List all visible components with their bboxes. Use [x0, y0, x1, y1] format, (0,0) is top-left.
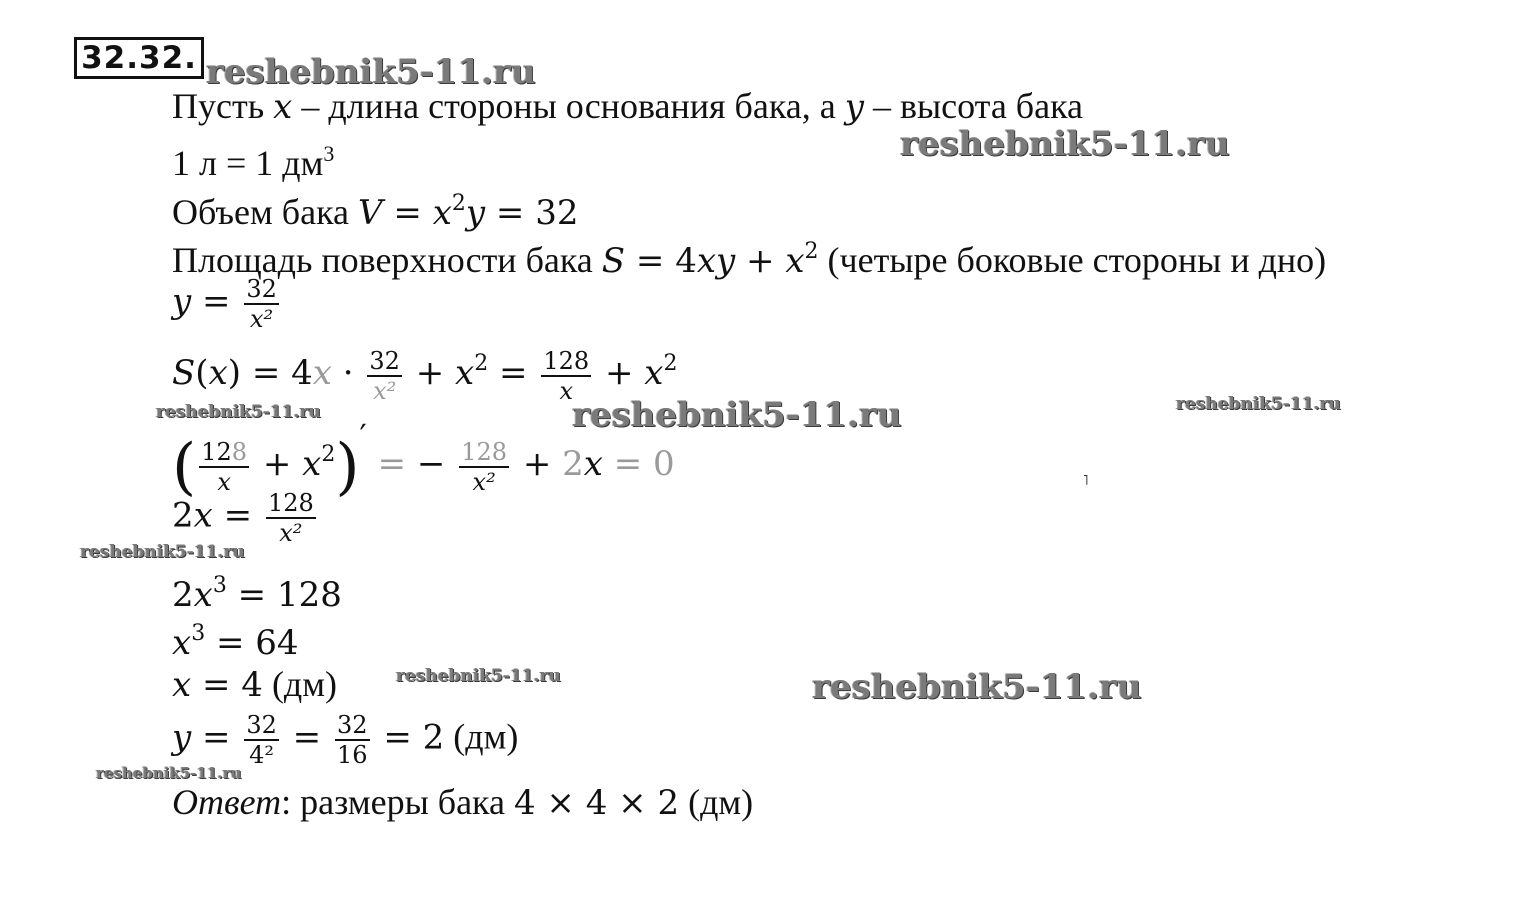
- problem-number: 32.32.: [74, 37, 204, 79]
- solution-line-8: 2x = $\frac{128}{\text{x²}}$: [172, 489, 314, 547]
- solution-line-11: x = 4 (дм): [172, 664, 338, 705]
- watermark: reshebnik5-11.ru: [80, 542, 245, 562]
- unit-label: (дм): [444, 716, 519, 757]
- text-fragment: Площадь поверхности бака: [172, 240, 602, 280]
- solution-line-12: y = $\frac{32}{\text{4²}}$ = $\frac{32}{16}$ = 2 (дм): [172, 711, 519, 769]
- text-fragment: Пусть: [172, 86, 274, 126]
- answer-value: 4 × 4 × 2: [513, 783, 680, 823]
- answer-label: Ответ: [172, 782, 282, 822]
- unit-label: (дм): [262, 664, 338, 704]
- text-fragment: Объем бака: [172, 192, 359, 232]
- variable-x: x: [273, 87, 293, 127]
- solution-line-6: S(x) = 4x · $\frac{32}{\text{x²}}$ + $x^2$ = $\frac{128}{x}$ + $x^2$: [172, 346, 678, 405]
- solution-line-1: [172, 86, 1083, 127]
- solution-line-10: $x^3 = 64$: [172, 621, 299, 663]
- variable-y: y: [844, 87, 864, 127]
- watermark: reshebnik5-11.ru: [156, 402, 321, 422]
- solution-line-7: ( $\frac{128}{x}$ + $x^2)'$ = − $\frac{128}{\text{x²}}$ + 2x = 0: [172, 417, 675, 503]
- unit-label: (дм): [679, 782, 754, 822]
- watermark: reshebnik5-11.ru: [96, 764, 242, 782]
- solution-line-3: Объем бака $V = x^2y = 32$: [172, 191, 579, 233]
- text-fragment: – длина стороны основания бака, а: [292, 86, 845, 126]
- watermark: reshebnik5-11.ru: [900, 124, 1230, 164]
- solution-line-4: Площадь поверхности бака $S = 4xy + x^2$ (четыре боковые стороны и дно): [172, 239, 1327, 281]
- stray-mark: ˥: [1083, 474, 1089, 489]
- solution-line-9: $2x^3 = 128$: [172, 573, 342, 615]
- watermark: reshebnik5-11.ru: [206, 52, 536, 92]
- text-fragment: : размеры бака: [281, 782, 514, 822]
- text-fragment: 1 л = 1 дм: [172, 143, 324, 183]
- watermark: reshebnik5-11.ru: [396, 666, 561, 686]
- text-fragment: – высота бака: [863, 86, 1084, 126]
- superscript: 3: [323, 141, 335, 166]
- watermark: reshebnik5-11.ru: [812, 667, 1142, 707]
- text-fragment: (четыре боковые стороны и дно): [818, 240, 1327, 280]
- watermark: reshebnik5-11.ru: [572, 395, 902, 435]
- watermark: reshebnik5-11.ru: [1176, 394, 1341, 414]
- solution-line-5: y = $\frac{32}{\text{x²}}$: [172, 275, 277, 333]
- solution-answer: [172, 782, 753, 823]
- solution-line-2: [172, 134, 334, 183]
